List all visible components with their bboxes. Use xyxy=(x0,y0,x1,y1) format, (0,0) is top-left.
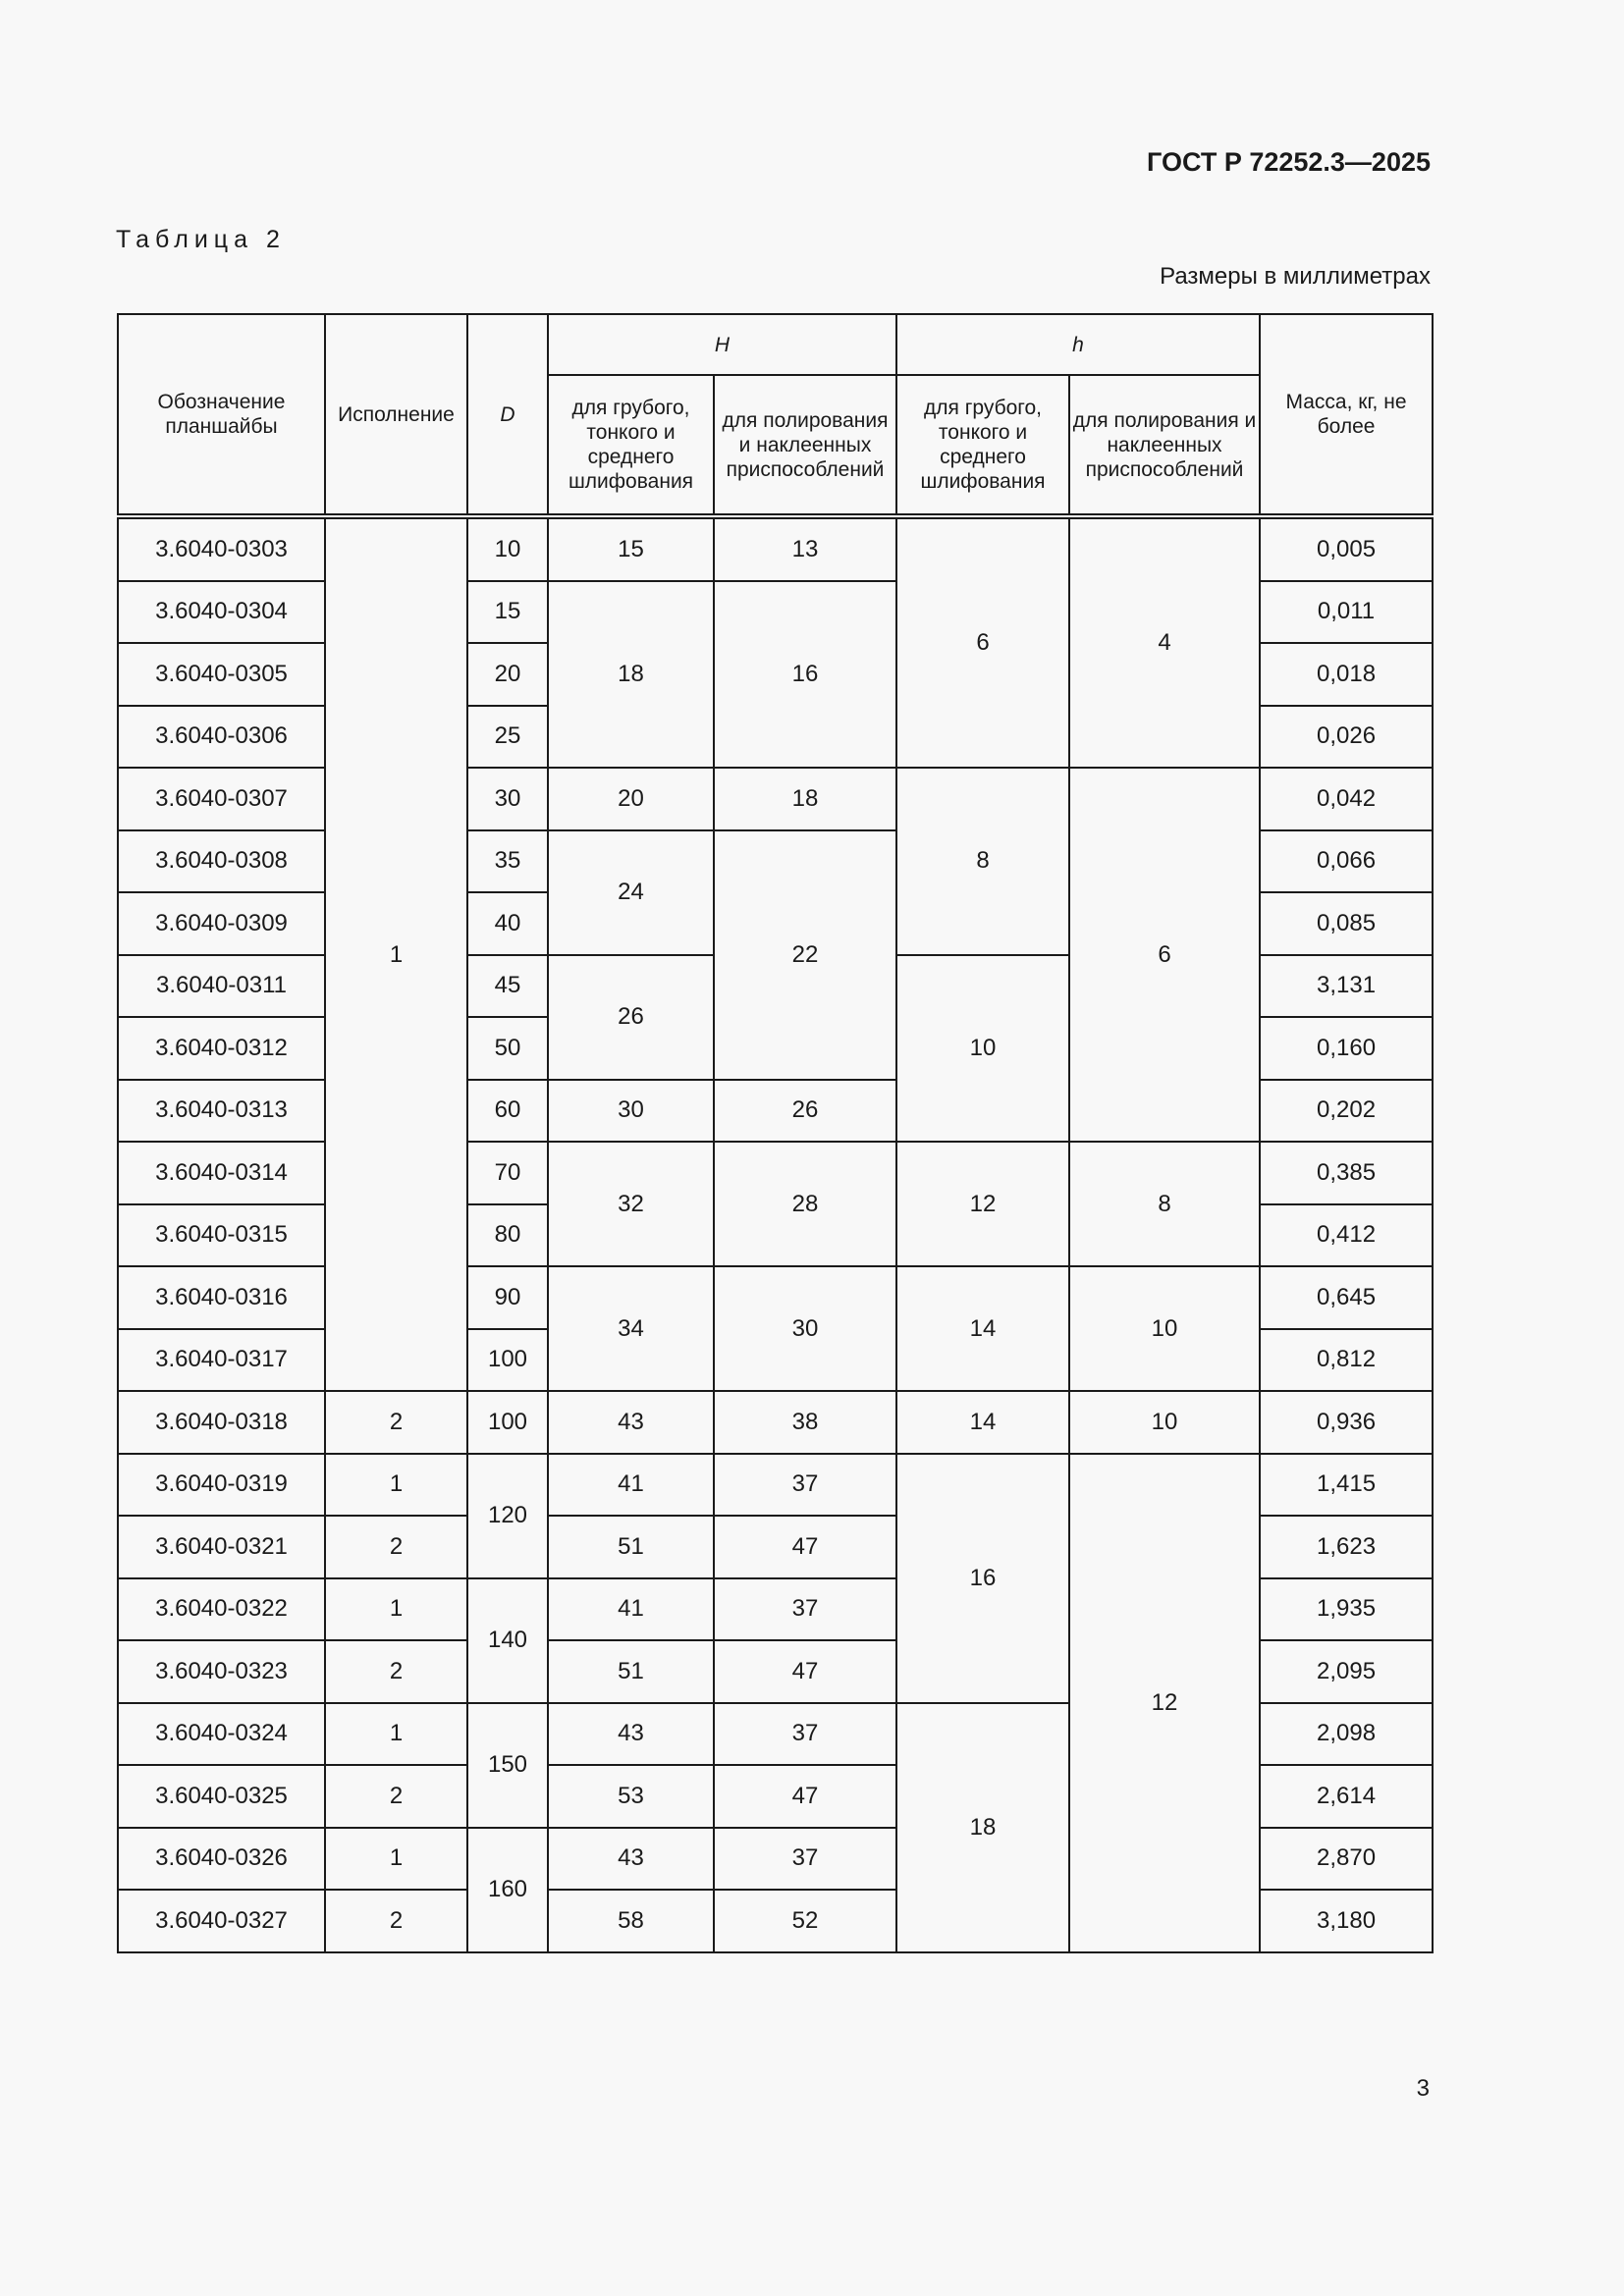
h-polish-cell: 10 xyxy=(1069,1266,1260,1391)
h-polish-cell: 4 xyxy=(1069,516,1260,768)
designation-cell: 3.6040-0314 xyxy=(118,1142,325,1204)
d-cell: 100 xyxy=(467,1391,548,1454)
mass-cell: 2,095 xyxy=(1260,1640,1433,1703)
mass-cell: 0,066 xyxy=(1260,830,1433,893)
designation-cell: 3.6040-0305 xyxy=(118,643,325,706)
col-header-H: H xyxy=(548,314,896,375)
mass-cell: 1,415 xyxy=(1260,1454,1433,1517)
d-cell: 150 xyxy=(467,1703,548,1828)
h-polish-cell: 12 xyxy=(1069,1454,1260,1952)
designation-cell: 3.6040-0324 xyxy=(118,1703,325,1766)
d-cell: 10 xyxy=(467,516,548,581)
designation-cell: 3.6040-0312 xyxy=(118,1017,325,1080)
designation-cell: 3.6040-0322 xyxy=(118,1578,325,1641)
H-polish-cell: 13 xyxy=(714,516,896,581)
designation-cell: 3.6040-0303 xyxy=(118,516,325,581)
d-cell: 100 xyxy=(467,1329,548,1392)
mass-cell: 0,011 xyxy=(1260,581,1433,644)
H-grind-cell: 41 xyxy=(548,1454,714,1517)
H-polish-cell: 38 xyxy=(714,1391,896,1454)
col-header-designation: Обозначение планшайбы xyxy=(118,314,325,516)
H-grind-cell: 41 xyxy=(548,1578,714,1641)
col-header-H-polish: для полирования и наклеенных приспособлений xyxy=(714,375,896,516)
H-polish-cell: 37 xyxy=(714,1703,896,1766)
designation-cell: 3.6040-0307 xyxy=(118,768,325,830)
d-cell: 35 xyxy=(467,830,548,893)
H-grind-cell: 43 xyxy=(548,1828,714,1891)
H-grind-cell: 26 xyxy=(548,955,714,1080)
col-header-h-grind: для грубого, тонкого и среднего шлифования xyxy=(896,375,1069,516)
H-polish-cell: 37 xyxy=(714,1578,896,1641)
H-grind-cell: 20 xyxy=(548,768,714,830)
mass-cell: 2,098 xyxy=(1260,1703,1433,1766)
designation-cell: 3.6040-0311 xyxy=(118,955,325,1018)
H-polish-cell: 18 xyxy=(714,768,896,830)
version-cell: 1 xyxy=(325,1578,467,1641)
mass-cell: 0,645 xyxy=(1260,1266,1433,1329)
mass-cell: 0,005 xyxy=(1260,516,1433,581)
units-note: Размеры в миллиметрах xyxy=(1160,263,1431,290)
mass-cell: 3,131 xyxy=(1260,955,1433,1018)
designation-cell: 3.6040-0316 xyxy=(118,1266,325,1329)
d-cell: 25 xyxy=(467,706,548,769)
h-grind-cell: 8 xyxy=(896,768,1069,955)
mass-cell: 0,812 xyxy=(1260,1329,1433,1392)
col-header-h: h xyxy=(896,314,1260,375)
d-cell: 40 xyxy=(467,892,548,955)
mass-cell: 0,160 xyxy=(1260,1017,1433,1080)
H-grind-cell: 15 xyxy=(548,516,714,581)
col-header-H-grind: для грубого, тонкого и среднего шлифования xyxy=(548,375,714,516)
H-grind-cell: 58 xyxy=(548,1890,714,1952)
h-grind-cell: 12 xyxy=(896,1142,1069,1266)
h-grind-cell: 6 xyxy=(896,516,1069,768)
d-cell: 45 xyxy=(467,955,548,1018)
h-grind-cell: 18 xyxy=(896,1703,1069,1952)
table-caption: Таблица 2 xyxy=(116,226,286,253)
H-grind-cell: 32 xyxy=(548,1142,714,1266)
H-polish-cell: 52 xyxy=(714,1890,896,1952)
mass-cell: 0,026 xyxy=(1260,706,1433,769)
mass-cell: 2,870 xyxy=(1260,1828,1433,1891)
page-number: 3 xyxy=(1416,2075,1430,2102)
d-cell: 20 xyxy=(467,643,548,706)
designation-cell: 3.6040-0306 xyxy=(118,706,325,769)
h-polish-cell: 8 xyxy=(1069,1142,1260,1266)
version-cell: 1 xyxy=(325,1703,467,1766)
table-row xyxy=(118,1142,1433,1204)
H-grind-cell: 43 xyxy=(548,1703,714,1766)
d-cell: 60 xyxy=(467,1080,548,1143)
version-cell: 2 xyxy=(325,1391,467,1454)
H-grind-cell: 24 xyxy=(548,830,714,955)
designation-cell: 3.6040-0319 xyxy=(118,1454,325,1517)
mass-cell: 0,085 xyxy=(1260,892,1433,955)
d-cell: 120 xyxy=(467,1454,548,1578)
mass-cell: 0,385 xyxy=(1260,1142,1433,1204)
H-grind-cell: 34 xyxy=(548,1266,714,1391)
designation-cell: 3.6040-0304 xyxy=(118,581,325,644)
designation-cell: 3.6040-0313 xyxy=(118,1080,325,1143)
H-grind-cell: 30 xyxy=(548,1080,714,1143)
d-cell: 140 xyxy=(467,1578,548,1703)
H-polish-cell: 16 xyxy=(714,581,896,769)
h-grind-cell: 14 xyxy=(896,1391,1069,1454)
d-cell: 70 xyxy=(467,1142,548,1204)
version-cell: 1 xyxy=(325,1828,467,1891)
H-polish-cell: 47 xyxy=(714,1516,896,1578)
d-cell: 160 xyxy=(467,1828,548,1952)
H-polish-cell: 28 xyxy=(714,1142,896,1266)
d-cell: 50 xyxy=(467,1017,548,1080)
mass-cell: 3,180 xyxy=(1260,1890,1433,1952)
mass-cell: 0,412 xyxy=(1260,1204,1433,1267)
h-grind-cell: 10 xyxy=(896,955,1069,1143)
table-row xyxy=(118,1266,1433,1329)
H-grind-cell: 51 xyxy=(548,1516,714,1578)
designation-cell: 3.6040-0318 xyxy=(118,1391,325,1454)
H-polish-cell: 37 xyxy=(714,1454,896,1517)
col-header-mass: Масса, кг, не более xyxy=(1260,314,1433,516)
document-code: ГОСТ Р 72252.3—2025 xyxy=(1147,147,1431,177)
version-cell: 2 xyxy=(325,1640,467,1703)
h-grind-cell: 14 xyxy=(896,1266,1069,1391)
designation-cell: 3.6040-0327 xyxy=(118,1890,325,1952)
designation-cell: 3.6040-0323 xyxy=(118,1640,325,1703)
h-polish-cell: 10 xyxy=(1069,1391,1260,1454)
designation-cell: 3.6040-0315 xyxy=(118,1204,325,1267)
h-grind-cell: 16 xyxy=(896,1454,1069,1703)
col-header-d: D xyxy=(467,314,548,516)
dimensions-table xyxy=(117,313,1434,1953)
mass-cell: 1,623 xyxy=(1260,1516,1433,1578)
version-cell: 2 xyxy=(325,1890,467,1952)
H-grind-cell: 18 xyxy=(548,581,714,769)
mass-cell: 2,614 xyxy=(1260,1765,1433,1828)
d-cell: 90 xyxy=(467,1266,548,1329)
H-grind-cell: 43 xyxy=(548,1391,714,1454)
mass-cell: 0,936 xyxy=(1260,1391,1433,1454)
H-polish-cell: 47 xyxy=(714,1765,896,1828)
table-row xyxy=(118,1454,1433,1517)
d-cell: 80 xyxy=(467,1204,548,1267)
col-header-h-polish: для полирования и наклеенных приспособлений xyxy=(1069,375,1260,516)
version-cell: 2 xyxy=(325,1516,467,1578)
d-cell: 30 xyxy=(467,768,548,830)
h-polish-cell: 6 xyxy=(1069,768,1260,1142)
d-cell: 15 xyxy=(467,581,548,644)
col-header-version: Исполнение xyxy=(325,314,467,516)
designation-cell: 3.6040-0309 xyxy=(118,892,325,955)
table-row xyxy=(118,516,1433,581)
version-cell: 1 xyxy=(325,516,467,1391)
mass-cell: 0,202 xyxy=(1260,1080,1433,1143)
H-polish-cell: 26 xyxy=(714,1080,896,1143)
version-cell: 1 xyxy=(325,1454,467,1517)
designation-cell: 3.6040-0325 xyxy=(118,1765,325,1828)
H-grind-cell: 51 xyxy=(548,1640,714,1703)
table-row xyxy=(118,768,1433,830)
mass-cell: 1,935 xyxy=(1260,1578,1433,1641)
mass-cell: 0,042 xyxy=(1260,768,1433,830)
designation-cell: 3.6040-0317 xyxy=(118,1329,325,1392)
designation-cell: 3.6040-0326 xyxy=(118,1828,325,1891)
designation-cell: 3.6040-0321 xyxy=(118,1516,325,1578)
H-polish-cell: 30 xyxy=(714,1266,896,1391)
H-grind-cell: 53 xyxy=(548,1765,714,1828)
H-polish-cell: 47 xyxy=(714,1640,896,1703)
designation-cell: 3.6040-0308 xyxy=(118,830,325,893)
version-cell: 2 xyxy=(325,1765,467,1828)
H-polish-cell: 22 xyxy=(714,830,896,1080)
mass-cell: 0,018 xyxy=(1260,643,1433,706)
table-row xyxy=(118,1391,1433,1454)
H-polish-cell: 37 xyxy=(714,1828,896,1891)
